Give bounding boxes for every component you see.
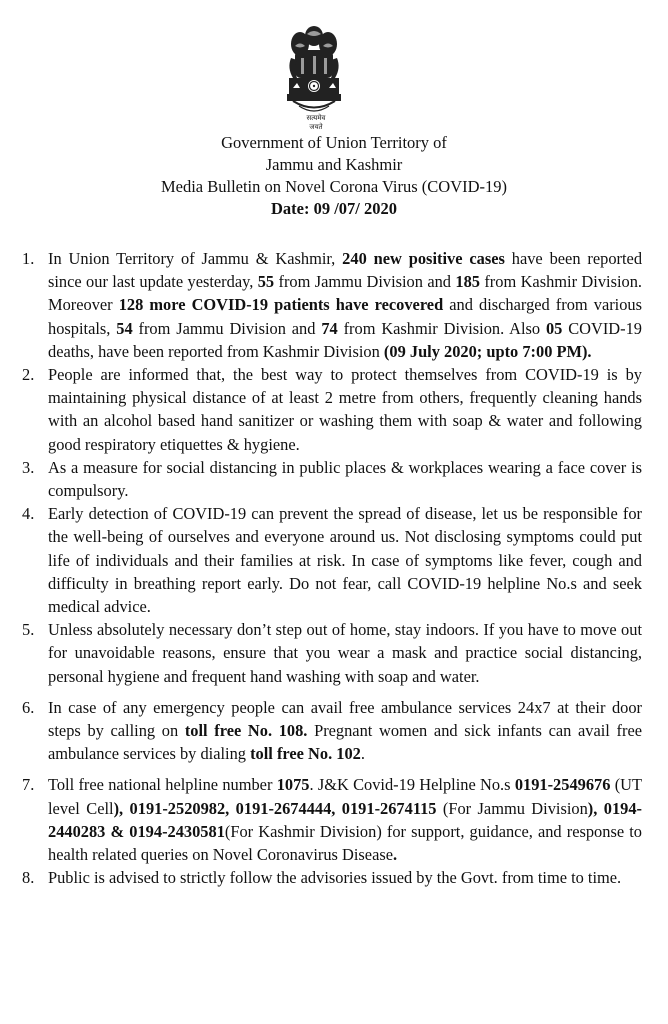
item-emphasis-text: ), 0191-2520982, 0191-2674444, 0191-2674115 bbox=[113, 798, 437, 818]
header-line-2: Jammu and Kashmir bbox=[265, 155, 403, 174]
item-text: . J&K Covid-19 Helpline No.s bbox=[309, 775, 515, 795]
header-line-1: Government of Union Territory of bbox=[221, 133, 447, 152]
item-text: COVID-19 deaths, have been reported from Kashmir Division bbox=[48, 318, 642, 361]
item-emphasis-text: 54 bbox=[116, 318, 133, 338]
item-emphasis-text: . bbox=[393, 845, 398, 865]
item-text: Unless absolutely necessary don’t step out of home, stay indoors. If you have to move out for unavoidable reasons, ensure that you wear a mask and practice social distancing, personal hygiene and frequent hand washing with soap and water. bbox=[48, 620, 642, 686]
item-text: from Jammu Division and bbox=[274, 272, 456, 292]
item-number: 2. bbox=[22, 365, 35, 385]
item-number: 1. bbox=[22, 249, 35, 268]
emblem-motto: सत्यमेव जयते bbox=[306, 114, 326, 131]
bulletin-item bbox=[22, 363, 642, 456]
item-text: As a measure for social distancing in public places & workplaces wearing a face cover is compulsory. bbox=[48, 457, 642, 501]
item-number: 8. bbox=[22, 868, 35, 888]
item-text: People are informed that, the best way to protect themselves from COVID-19 is by maintaining physical distance of at least 2 metre from others, frequently cleaning hands with an alcohol based hand sanitizer or washing them with soap & water and following good respiratory etiquettes & hygiene. bbox=[48, 365, 642, 454]
item-text: from Kashmir Division. Moreover bbox=[48, 272, 642, 315]
item-emphasis-text: 185 bbox=[455, 272, 480, 292]
item-emphasis-text: 55 bbox=[257, 272, 275, 292]
item-emphasis-text: 05 bbox=[545, 318, 563, 338]
bulletin-items-list bbox=[22, 247, 642, 889]
item-emphasis-text: 1075 bbox=[276, 775, 310, 795]
item-text: (For Jammu Division bbox=[436, 798, 588, 818]
item-emphasis-text: 74 bbox=[321, 318, 338, 338]
item-text: have been reported since our last update yesterday, bbox=[48, 249, 643, 292]
bulletin-header bbox=[0, 132, 668, 220]
bulletin-date: Date: 09 /07/ 2020 bbox=[270, 199, 398, 218]
item-text: from Kashmir Division. Also bbox=[337, 318, 546, 338]
bulletin-item bbox=[22, 773, 642, 866]
item-number: 6. bbox=[22, 697, 35, 717]
bulletin-item bbox=[22, 696, 642, 766]
item-number: 3. bbox=[22, 457, 35, 477]
item-emphasis-text: toll free No. 108. bbox=[184, 721, 308, 741]
bulletin-item bbox=[22, 866, 642, 889]
item-text: In Union Territory of Jammu & Kashmir, bbox=[48, 249, 343, 268]
item-text: from Jammu Division and bbox=[132, 318, 322, 338]
item-number: 7. bbox=[22, 775, 35, 795]
item-text: In case of any emergency people can avail free ambulance services 24x7 at their door steps by calling on bbox=[48, 697, 642, 741]
item-text: Toll free national helpline number bbox=[48, 775, 277, 795]
item-emphasis-text: ), 0194-2440283 & 0194-2430581 bbox=[48, 798, 642, 841]
item-number: 4. bbox=[22, 504, 35, 524]
item-emphasis-text: toll free No. 102 bbox=[250, 744, 361, 764]
item-text: Pregnant women and sick infants can avail free ambulance services by dialing bbox=[48, 721, 642, 764]
bulletin-item bbox=[22, 456, 642, 502]
header-line-3: Media Bulletin on Novel Corona Virus (COVID-19) bbox=[160, 177, 508, 196]
item-emphasis-text: (09 July 2020; upto 7:00 PM). bbox=[383, 341, 592, 361]
bulletin-item bbox=[22, 247, 642, 363]
bulletin-item bbox=[22, 502, 642, 618]
item-text: and discharged from various hospitals, bbox=[48, 295, 643, 338]
item-number: 5. bbox=[22, 620, 35, 640]
item-emphasis-text: 128 more COVID-19 patients have recovered bbox=[118, 295, 444, 315]
item-emphasis-text: 240 new positive cases bbox=[342, 249, 505, 268]
bulletin-item bbox=[22, 618, 642, 688]
item-text: . bbox=[360, 744, 365, 764]
item-text: Public is advised to strictly follow the advisories issued by the Govt. from time to time. bbox=[48, 868, 622, 888]
item-text: (For Kashmir Division) for support, guidance, and response to health related queries on Novel Coronavirus Disease bbox=[48, 821, 642, 865]
item-emphasis-text: 0191-2549676 bbox=[514, 775, 611, 795]
item-text: (UT level Cell bbox=[48, 775, 643, 818]
item-text: Early detection of COVID-19 can prevent the spread of disease, let us be responsible for the well-being of ourselves and everyone around us. Not disclosing symptoms could put life of individuals and their families at risk. In case of symptoms like fever, cough and difficulty in breathing report early. Do not fear, call COVID-19 helpline No.s and seek medical advice. bbox=[48, 504, 642, 617]
